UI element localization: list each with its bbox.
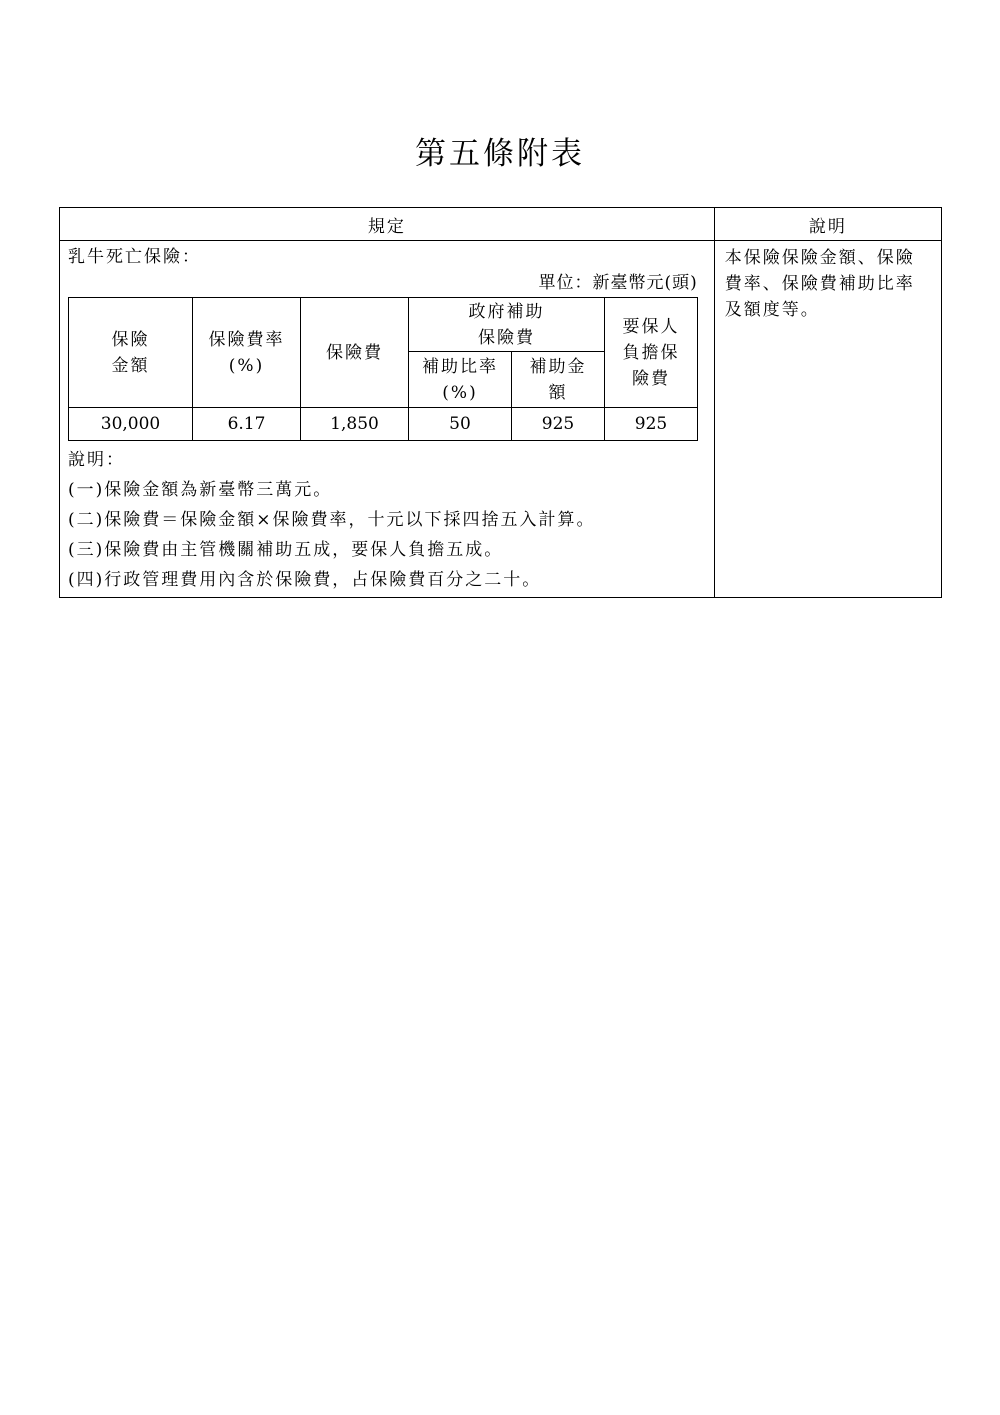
rules-header: 規定 [60,208,715,241]
header-insured-pay-line2: 負擔保 [622,342,680,363]
header-insured-pay [605,298,698,408]
header-premium: 保險費 [301,298,409,408]
header-subsidy-rate [409,352,512,408]
explanation-block [68,445,706,595]
explanation-label: 說明： [68,450,125,470]
cell-subsidy-amount: 925 [512,408,605,441]
header-row [60,208,942,241]
notes-header: 說明 [714,208,941,241]
header-subsidy-amount-line2: 額 [548,382,568,403]
header-subsidy-amount [512,352,605,408]
header-insured-amount-line2: 金額 [111,355,150,376]
header-insured-amount-line1: 保險 [111,329,150,350]
header-subsidy-rate-line2: (%) [442,382,478,403]
header-subsidy-amount-line1: 補助金 [529,356,587,377]
notes-cell: 本保險保險金額、保險費率、保險費補助比率及額度等。 [714,241,941,598]
regulation-table [59,207,942,598]
explanation-item-3: (三)保險費由主管機關補助五成，要保人負擔五成。 [68,540,504,560]
header-gov-subsidy-line2: 保險費 [478,327,535,348]
header-subsidy-rate-line1: 補助比率 [422,356,498,377]
explanation-item-1: (一)保險金額為新臺幣三萬元。 [68,480,333,500]
cell-premium: 1,850 [301,408,409,441]
explanation-item-2: (二)保險費＝保險金額×保險費率，十元以下採四捨五入計算。 [68,510,596,530]
explanation-item-4: (四)行政管理費用內含於保險費，占保險費百分之二十。 [68,570,542,590]
header-insured-pay-line3: 險費 [632,368,670,389]
page-title: 第五條附表 [415,136,585,172]
cell-insured-amount: 30,000 [69,408,193,441]
section-title: 乳牛死亡保險： [68,247,201,267]
rules-cell [60,241,715,598]
header-rate [193,298,301,408]
premium-table-data-row [69,408,698,441]
header-rate-line1: 保險費率 [208,329,285,350]
header-gov-subsidy [409,298,605,352]
header-insured-pay-line1: 要保人 [622,316,680,337]
cell-rate: 6.17 [193,408,301,441]
header-gov-subsidy-line1: 政府補助 [468,301,545,322]
content-row [60,241,942,598]
header-rate-line2: (%) [228,355,265,376]
cell-subsidy-rate: 50 [409,408,512,441]
cell-insured-pay: 925 [605,408,698,441]
header-insured-amount [69,298,193,408]
premium-table [68,297,698,441]
unit-label: 單位：新臺幣元(頭) [538,273,698,293]
premium-table-header-row-1 [69,298,698,352]
